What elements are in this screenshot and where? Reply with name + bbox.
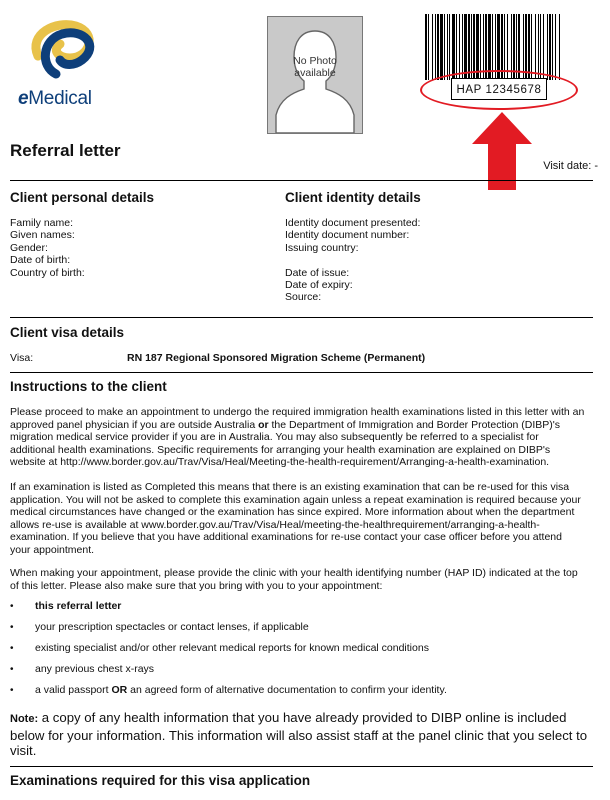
divider <box>10 372 593 373</box>
instructions-paragraph-3: When making your appointment, please provide the clinic with your health identifying number (HAP ID) indicated at the top of this letter. Please also make sure that you bring with you to your appointment: <box>10 567 578 592</box>
bullet-icon: • <box>10 664 14 675</box>
instructions-heading: Instructions to the client <box>10 379 167 394</box>
divider <box>10 180 593 181</box>
list-item: • this referral letter <box>10 600 122 612</box>
field-label: Source: <box>285 291 322 304</box>
field-label: Country of birth: <box>10 266 85 279</box>
field-label: Identity document number: <box>285 229 410 242</box>
emedical-swirl-icon <box>18 16 118 88</box>
note-paragraph: Note: a copy of any health information that you have already provided to DIBP online is included below for your information. This information will also assist staff at the panel clinic that you select to visit. <box>10 710 588 758</box>
field-label: Date of expiry: <box>285 279 353 292</box>
field-label: Gender: <box>10 241 48 254</box>
hap-highlight-ellipse <box>420 70 578 110</box>
photo-label: No Photo available <box>293 55 337 79</box>
examinations-heading: Examinations required for this visa application <box>10 773 311 788</box>
visit-date-label: Visit date: <box>543 160 592 172</box>
divider <box>10 317 593 318</box>
instructions-paragraph-2: If an examination is listed as Completed this means that there is an existing examination that can be re-used for this visa application. You will not be asked to complete this examination again unless a repeat examination is required because your medical circumstances have changed or the examination has since expired. More information about when the department allows re-use is available at www.border.gov.au/Trav/Visa/Heal/meeting-the-healthrequirement/arranging-a-health-examination. If you believe that you have additional examinations for re-use contact your case officer before you attend your appointment. <box>10 481 581 556</box>
client-identity-heading: Client identity details <box>285 190 421 205</box>
list-item: • a valid passport OR an agreed form of alternative documentation to confirm your identity. <box>10 684 447 696</box>
bring-list <box>10 600 590 705</box>
client-personal-heading: Client personal details <box>10 190 155 205</box>
visit-date-value: - <box>594 160 598 172</box>
field-label: Family name: <box>10 217 74 229</box>
client-visa-heading: Client visa details <box>10 325 125 340</box>
list-item: • any previous chest x-rays <box>10 663 155 675</box>
divider <box>10 766 593 767</box>
client-personal-fields <box>10 217 85 279</box>
page-title: Referral letter <box>10 141 121 160</box>
field-label: Date of issue: <box>285 266 350 279</box>
visa-label: Visa: <box>10 352 34 364</box>
client-photo-placeholder <box>267 16 363 134</box>
bullet-icon: • <box>10 622 14 633</box>
logo-wordmark: eMedical <box>18 88 92 109</box>
field-label: Issuing country: <box>285 241 359 254</box>
visa-value: RN 187 Regional Sponsored Migration Scheme (Permanent) <box>127 352 426 364</box>
list-item: • existing specialist and/or other relevant medical reports for known medical conditions <box>10 642 429 654</box>
bullet-icon: • <box>10 601 14 612</box>
field-label: Given names: <box>10 229 75 242</box>
field-label: Date of birth: <box>10 254 71 267</box>
bullet-icon: • <box>10 643 14 654</box>
instructions-paragraph-1: Please proceed to make an appointment to undergo the required immigration health examinations listed in this letter with an approved panel physician if you are outside Australia or the Department of Immigration and Border Protection (DIBP)'s migration medical service provider if you are in Australia. You may also subsequently be referred to a specialist for additional health examinations. Specific requirements for arranging your health examination are explained on DIBP's website at http://www.border.gov.au/Trav/Visa/Heal/Meeting-the-health-requirement/Arranging-a-health-examination. <box>10 406 585 468</box>
list-item: • your prescription spectacles or contact lenses, if applicable <box>10 621 309 633</box>
bullet-icon: • <box>10 685 14 696</box>
note-label: Note: <box>10 713 39 725</box>
field-label: Identity document presented: <box>285 217 421 229</box>
hap-id-label: HAP 12345678 <box>451 78 547 100</box>
visit-date <box>540 160 598 172</box>
emedical-logo <box>18 16 118 112</box>
client-identity-fields <box>285 217 420 304</box>
